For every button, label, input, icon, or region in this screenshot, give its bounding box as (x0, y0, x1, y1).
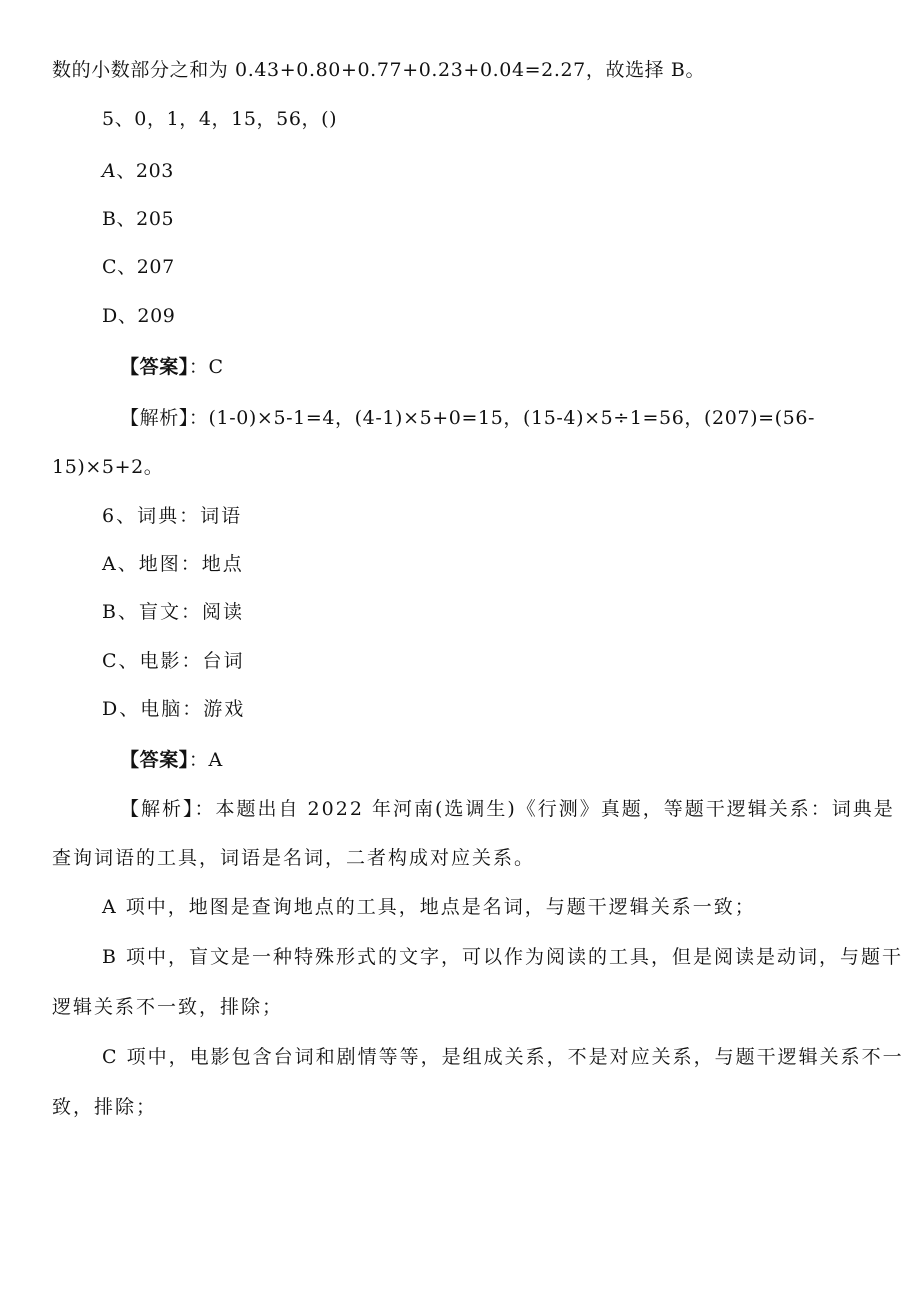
answer-value: ：A (188, 749, 223, 771)
answer-label: 【答案】 (120, 356, 189, 378)
analysis-label: 【解析】 (120, 798, 195, 820)
question-5-option-d: D、209 (102, 305, 176, 327)
question-6-option-d: D、电脑：游戏 (102, 698, 246, 720)
question-5-analysis-line-1 (120, 406, 815, 430)
option-a-text: 、203 (116, 160, 174, 182)
question-5-answer (120, 355, 224, 379)
question-5-option-b: B、205 (102, 208, 175, 230)
question-6-option-a: A、地图：地点 (102, 553, 244, 575)
question-5-option-a (102, 159, 174, 183)
question-5-analysis-line-2: 15)×5+2。 (52, 456, 164, 478)
question-6-item-a: A 项中，地图是查询地点的工具，地点是名词，与题干逻辑关系一致； (102, 896, 756, 918)
question-6-item-b-line-1: B 项中，盲文是一种特殊形式的文字，可以作为阅读的工具，但是阅读是动词，与题干 (102, 946, 904, 968)
option-a-letter: A (102, 160, 117, 182)
question-5-option-c: C、207 (102, 256, 175, 278)
question-6-item-b-line-2: 逻辑关系不一致，排除； (52, 996, 284, 1018)
analysis-label: 【解析】 (120, 407, 189, 429)
question-6-answer (120, 748, 223, 772)
question-6-option-c: C、电影：台词 (102, 650, 245, 672)
answer-value: ：C (188, 356, 224, 378)
question-6-item-c-line-2: 致，排除； (52, 1096, 158, 1118)
question-5-stem: 5、0，1，4，15，56，() (102, 108, 338, 130)
question-6-analysis-line-1 (120, 797, 895, 821)
analysis-text: ：本题出自 2022 年河南(选调生)《行测》真题，等题干逻辑关系：词典是 (194, 798, 895, 820)
question-6-option-b: B、盲文：阅读 (102, 601, 244, 623)
previous-explanation-tail: 数的小数部分之和为 0.43+0.80+0.77+0.23+0.04=2.27，故选择 B。 (52, 59, 706, 81)
question-6-item-c-line-1: C 项中，电影包含台词和剧情等等，是组成关系，不是对应关系，与题干逻辑关系不一 (102, 1046, 904, 1068)
answer-label: 【答案】 (120, 749, 189, 771)
question-6-analysis-line-2: 查询词语的工具，词语是名词，二者构成对应关系。 (52, 847, 536, 869)
question-6-stem: 6、词典：词语 (102, 505, 243, 527)
analysis-text: ：(1-0)×5-1=4，(4-1)×5+0=15，(15-4)×5÷1=56，(207)=(56- (188, 407, 816, 429)
